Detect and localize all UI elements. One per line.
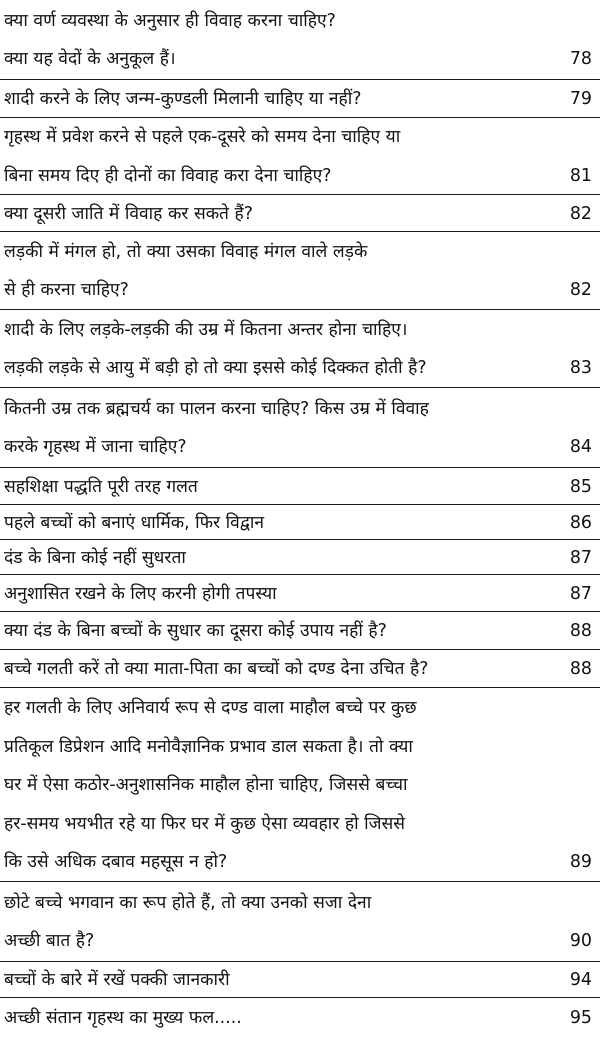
toc-entry-page-number: 82 bbox=[569, 203, 592, 224]
toc-entry-title-line: छोटे बच्चे भगवान का रूप होते हैं, तो क्या उनको सजा देना bbox=[4, 892, 372, 913]
toc-entry-page-number: 79 bbox=[569, 89, 592, 109]
toc-entry-page-number: 90 bbox=[569, 931, 592, 952]
toc-entry-page-number: 88 bbox=[569, 621, 592, 641]
toc-entry-title-line: कि उसे अधिक दबाव महसूस न हो? bbox=[4, 852, 228, 872]
toc-entry-title-line: क्या यह वेदों के अनुकूल हैं। bbox=[4, 49, 176, 70]
toc-entry-title-line: क्या दूसरी जाति में विवाह कर सकते हैं? bbox=[4, 203, 253, 224]
toc-entry bbox=[0, 998, 600, 1038]
toc-entry bbox=[0, 650, 600, 688]
toc-entry bbox=[0, 195, 600, 232]
toc-entry bbox=[0, 468, 600, 505]
toc-entry bbox=[0, 540, 600, 575]
toc-entry bbox=[0, 0, 600, 80]
toc-entry-title-line: अच्छी संतान गृहस्थ का मुख्य फल..... bbox=[4, 1008, 242, 1028]
toc-entry-page-number: 81 bbox=[569, 165, 592, 186]
toc-entry-page-number: 94 bbox=[569, 970, 592, 990]
toc-entry bbox=[0, 388, 600, 468]
toc-entry-page-number: 87 bbox=[569, 547, 592, 568]
toc-entry bbox=[0, 310, 600, 388]
toc-entry-page-number: 89 bbox=[569, 852, 592, 872]
toc-entry bbox=[0, 612, 600, 650]
toc-entry-title-line: शादी करने के लिए जन्म-कुण्डली मिलानी चाहिए या नहीं? bbox=[4, 89, 362, 109]
toc-entry-title-line: हर गलती के लिए अनिवार्य रूप से दण्ड वाला माहौल बच्चे पर कुछ bbox=[4, 698, 417, 718]
toc-entry-page-number: 87 bbox=[569, 583, 592, 604]
toc-entry bbox=[0, 505, 600, 540]
toc-entry-title-line: गृहस्थ में प्रवेश करने से पहले एक-दूसरे को समय देना चाहिए या bbox=[4, 127, 401, 148]
toc-entry bbox=[0, 575, 600, 612]
toc-entry-page-number: 95 bbox=[569, 1008, 592, 1028]
toc-entry-title-line: कितनी उम्र तक ब्रह्मचर्य का पालन करना चाहिए? किस उम्र में विवाह bbox=[4, 398, 429, 419]
toc-entry bbox=[0, 688, 600, 882]
toc-entry-title-line: करके गृहस्थ में जाना चाहिए? bbox=[4, 437, 187, 458]
toc-entry-title-line: से ही करना चाहिए? bbox=[4, 280, 129, 301]
toc-entry-title-line: बच्चे गलती करें तो क्या माता-पिता का बच्चों को दण्ड देना उचित है? bbox=[4, 659, 429, 679]
toc-entry-title-line: क्या वर्ण व्यवस्था के अनुसार ही विवाह करना चाहिए? bbox=[4, 10, 336, 31]
toc-entry-title-line: शादी के लिए लड़के-लड़की की उम्र में कितना अन्तर होना चाहिए। bbox=[4, 319, 408, 340]
toc-entry bbox=[0, 882, 600, 962]
toc-entry-title-line: क्या दंड के बिना बच्चों के सुधार का दूसरा कोई उपाय नहीं है? bbox=[4, 621, 387, 641]
toc-entry-page-number: 86 bbox=[569, 512, 592, 533]
toc-entry-page-number: 82 bbox=[569, 280, 592, 301]
toc-entry-page-number: 85 bbox=[569, 476, 592, 497]
toc-entry-title-line: प्रतिकूल डिप्रेशन आदि मनोवैज्ञानिक प्रभाव डाल सकता है। तो क्या bbox=[4, 736, 413, 757]
toc-entry-title-line: लड़की में मंगल हो, तो क्या उसका विवाह मंगल वाले लड़के bbox=[4, 241, 368, 262]
toc-entry-title-line: सहशिक्षा पद्धति पूरी तरह गलत bbox=[4, 476, 198, 497]
toc-entry-title-line: बिना समय दिए ही दोनों का विवाह करा देना चाहिए? bbox=[4, 165, 332, 186]
toc-entry-page-number: 83 bbox=[569, 358, 592, 379]
toc-entry bbox=[0, 232, 600, 310]
toc-entry-title-line: अच्छी बात है? bbox=[4, 931, 95, 952]
toc-entry-title-line: बच्चों के बारे में रखें पक्की जानकारी bbox=[4, 970, 230, 990]
toc-entry-page-number: 78 bbox=[569, 49, 592, 70]
toc-entry-page-number: 84 bbox=[569, 437, 592, 458]
toc-entry-title-line: दंड के बिना कोई नहीं सुधरता bbox=[4, 547, 186, 568]
toc-entry-page-number: 88 bbox=[569, 659, 592, 679]
toc-entry-title-line: पहले बच्चों को बनाएं धार्मिक, फिर विद्वान bbox=[4, 512, 265, 533]
toc-entry bbox=[0, 118, 600, 195]
toc-entry bbox=[0, 962, 600, 998]
toc-entry-title-line: घर में ऐसा कठोर-अनुशासनिक माहौल होना चाहिए, जिससे बच्चा bbox=[4, 775, 408, 795]
toc-entry bbox=[0, 80, 600, 118]
toc-entry-title-line: लड़की लड़के से आयु में बड़ी हो तो क्या इससे कोई दिक्कत होती है? bbox=[4, 358, 427, 379]
toc-entry-title-line: अनुशासित रखने के लिए करनी होगी तपस्या bbox=[4, 583, 277, 604]
toc-entry-title-line: हर-समय भयभीत रहे या फिर घर में कुछ ऐसा व्यवहार हो जिससे bbox=[4, 813, 406, 834]
